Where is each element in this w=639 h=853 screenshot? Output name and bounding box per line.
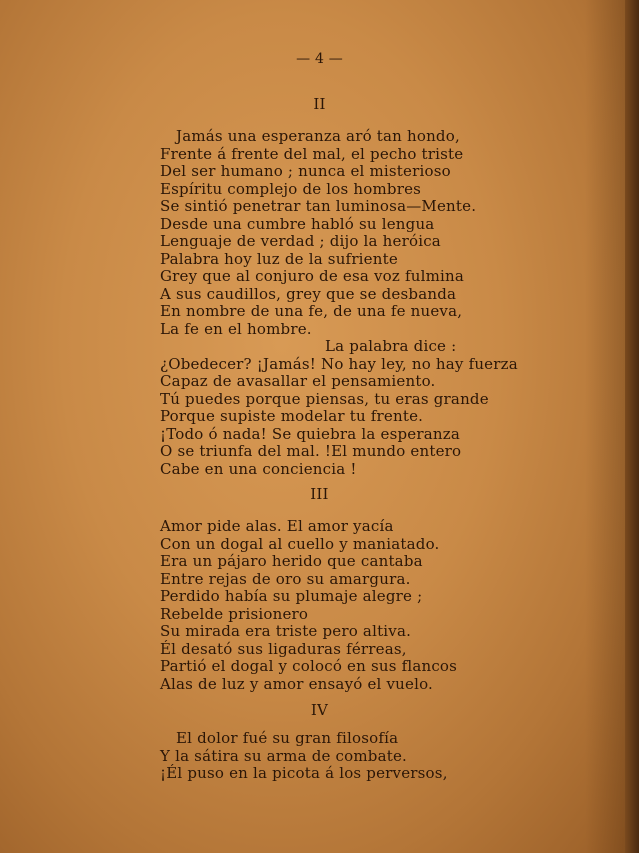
verse-line: Tú puedes porque piensas, tu eras grande (160, 389, 489, 408)
verse-line: Jamás una esperanza aró tan hondo, (176, 127, 460, 145)
verse-line: Rebelde prisionero (160, 604, 309, 623)
verse-line: Amor pide alas. El amor yacía (160, 517, 394, 535)
verse-line: Era un pájaro herido que cantaba (160, 552, 423, 570)
verse-line: La palabra dice : (325, 337, 457, 355)
verse-line: Alas de luz y amor ensayó el vuelo. (160, 674, 434, 693)
verse-line: O se triunfa del mal. !El mundo entero (160, 442, 462, 460)
verse-line: Su mirada era triste pero altiva. (160, 622, 412, 640)
page-fold-shadow (585, 0, 625, 853)
page-number: — 4 — (296, 51, 343, 67)
verse-line: Espíritu complejo de los hombres (160, 179, 422, 198)
verse-line: Se sintió penetrar tan luminosa—Mente. (160, 197, 477, 215)
section-heading-iv: IV (310, 701, 329, 719)
verse-line: Capaz de avasallar el pensamiento. (160, 372, 436, 390)
page-edge (625, 0, 639, 853)
verse-line: ¡Todo ó nada! Se quiebra la esperanza (160, 424, 460, 443)
verse-line: A sus caudillos, grey que se desbanda (160, 284, 457, 303)
verse-line: Palabra hoy luz de la sufriente (160, 249, 398, 268)
verse-line: Partió el dogal y colocó en sus flancos (160, 657, 458, 675)
stanza-ii (160, 128, 518, 478)
verse-line: Desde una cumbre habló su lengua (160, 214, 435, 233)
verse-line: Del ser humano ; nunca el misterioso (160, 162, 451, 180)
stanza-iv (160, 730, 448, 783)
verse-line: ¿Obedecer? ¡Jamás! No hay ley, no hay fuerza (160, 354, 518, 373)
section-heading-iii: III (310, 485, 329, 503)
verse-line: El dolor fué su gran filosofía (176, 729, 399, 747)
verse-line: Porque supiste modelar tu frente. (160, 407, 424, 425)
verse-line: Frente á frente del mal, el pecho triste (160, 144, 464, 163)
verse-line: En nombre de una fe, de una fe nueva, (160, 302, 463, 320)
verse-line: Y la sátira su arma de combate. (160, 746, 408, 765)
verse-line: Grey que al conjuro de esa voz fulmina (160, 267, 465, 285)
verse-line: La fe en el hombre. (160, 319, 312, 338)
verse-line: Cabe en una conciencia ! (160, 459, 357, 478)
verse-line: Perdido había su plumaje alegre ; (160, 587, 423, 605)
verse-line: Con un dogal al cuello y maniatado. (160, 534, 440, 553)
verse-line: Lenguaje de verdad ; dijo la heróica (160, 232, 441, 250)
verse-line: Él desató sus ligaduras férreas, (160, 639, 407, 658)
verse-line: ¡Él puso en la picota á los perversos, (160, 764, 448, 782)
section-heading-ii: II (313, 95, 326, 113)
verse-line: Entre rejas de oro su amargura. (160, 569, 411, 588)
stanza-iii (160, 518, 457, 693)
